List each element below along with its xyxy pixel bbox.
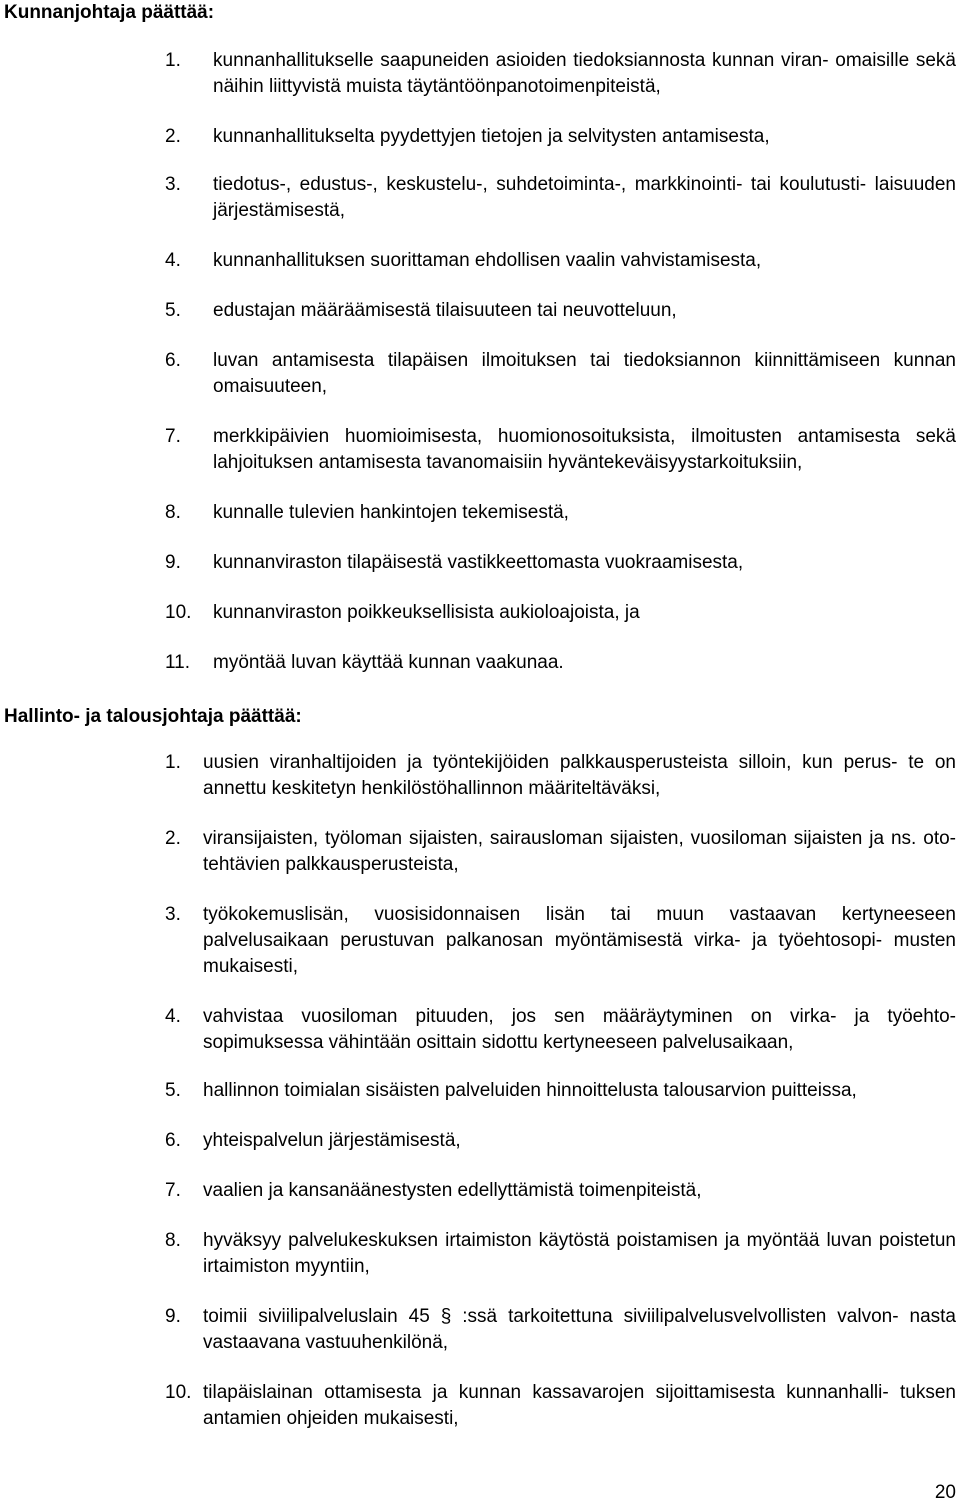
item-text: vaalien ja kansanäänestysten edellyttämistä toimenpiteistä, xyxy=(203,1180,702,1201)
section-heading-hallinto-ja-talousjohtaja: Hallinto- ja talousjohtaja päättää: xyxy=(4,706,302,727)
item-text: tiedotus-, edustus-, keskustelu-, suhdetoiminta-, markkinointi- tai koulutusti- laisuuden järjestämisestä, xyxy=(213,174,956,221)
list-item xyxy=(165,902,956,980)
list-item xyxy=(165,550,956,576)
list-item xyxy=(165,172,956,224)
list-item xyxy=(165,600,956,626)
list-item xyxy=(165,348,956,400)
item-text: tilapäislainan ottamisesta ja kunnan kassavarojen sijoittamisesta kunnanhalli- tuksen antamien ohjeiden mukaisesti, xyxy=(203,1382,956,1429)
item-number: 3. xyxy=(165,904,181,925)
list-item xyxy=(165,424,956,476)
item-number: 2. xyxy=(165,828,181,849)
item-text: vahvistaa vuosiloman pituuden, jos sen määräytyminen on virka- ja työehto- sopimuksessa vähintään osittain sidottu kertyneeseen palvelusaikaan, xyxy=(203,1006,956,1053)
item-number: 5. xyxy=(165,1080,181,1101)
item-text: kunnanhallitukselle saapuneiden asioiden tiedoksiannosta kunnan viran- omaisille sekä näihin liittyvistä muista täytäntöönpanotoimenpiteistä, xyxy=(213,50,956,97)
list-item xyxy=(165,650,956,676)
item-text: myöntää luvan käyttää kunnan vaakunaa. xyxy=(213,652,564,673)
list-item xyxy=(165,1304,956,1356)
page-number: 20 xyxy=(934,1482,956,1503)
item-number: 10. xyxy=(165,602,192,623)
list-item xyxy=(165,826,956,878)
list-item xyxy=(165,298,956,324)
list-item xyxy=(165,1128,956,1154)
item-number: 1. xyxy=(165,50,181,71)
item-text: kunnanhallituksen suorittaman ehdollisen vaalin vahvistamisesta, xyxy=(213,250,762,271)
list-item xyxy=(165,1380,956,1432)
item-number: 3. xyxy=(165,174,181,195)
item-number: 6. xyxy=(165,1130,181,1151)
item-number: 4. xyxy=(165,1006,181,1027)
item-text: uusien viranhaltijoiden ja työntekijöiden palkkausperusteista silloin, kun perus- te on annettu keskitetyn henkilöstöhallinnon määriteltäväksi, xyxy=(203,752,956,799)
list-item xyxy=(165,1078,956,1104)
item-number: 6. xyxy=(165,350,181,371)
section-heading-kunnanjohtaja: Kunnanjohtaja päättää: xyxy=(4,2,215,23)
item-number: 8. xyxy=(165,1230,181,1251)
item-text: hyväksyy palvelukeskuksen irtaimiston käytöstä poistamisen ja myöntää luvan poistetun irtaimiston myyntiin, xyxy=(203,1230,956,1277)
list-item xyxy=(165,750,956,802)
item-number: 8. xyxy=(165,502,181,523)
item-text: viransijaisten, työloman sijaisten, sairausloman sijaisten, vuosiloman sijaisten ja ns. oto-tehtävien palkkausperusteista, xyxy=(203,828,956,875)
list-item xyxy=(165,500,956,526)
item-number: 4. xyxy=(165,250,181,271)
list-item xyxy=(165,248,956,274)
item-number: 7. xyxy=(165,1180,181,1201)
item-text: kunnalle tulevien hankintojen tekemisestä, xyxy=(213,502,569,523)
item-text: merkkipäivien huomioimisesta, huomionosoituksista, ilmoitusten antamisesta sekä lahjoituksen antamisesta tavanomaisiin hyväntekeväisyystarkoituksiin, xyxy=(213,426,956,473)
item-text: kunnanhallitukselta pyydettyjen tietojen ja selvitysten antamisesta, xyxy=(213,126,770,147)
item-text: kunnanviraston poikkeuksellisista aukioloajoista, ja xyxy=(213,602,640,623)
item-number: 10. xyxy=(165,1382,192,1403)
item-number: 9. xyxy=(165,1306,181,1327)
item-text: edustajan määräämisestä tilaisuuteen tai neuvotteluun, xyxy=(213,300,677,321)
item-number: 1. xyxy=(165,752,181,773)
item-number: 9. xyxy=(165,552,181,573)
list-item xyxy=(165,1228,956,1280)
item-number: 5. xyxy=(165,300,181,321)
list-item xyxy=(165,1004,956,1056)
item-number: 2. xyxy=(165,126,181,147)
item-text: yhteispalvelun järjestämisestä, xyxy=(203,1130,461,1151)
item-number: 11. xyxy=(165,652,191,673)
item-text: toimii siviilipalveluslain 45 § :ssä tarkoitettuna siviilipalvelusvelvollisten valvon- nasta vastaavana vastuuhenkilönä, xyxy=(203,1306,956,1353)
list-item xyxy=(165,124,956,150)
item-text: työkokemuslisän, vuosisidonnaisen lisän tai muun vastaavan kertyneeseen palvelusaikaan perustuvan palkanosan myöntämisestä virka- ja työehtosopi- musten mukaisesti, xyxy=(203,904,956,977)
item-number: 7. xyxy=(165,426,181,447)
list-item xyxy=(165,1178,956,1204)
item-text: luvan antamisesta tilapäisen ilmoituksen tai tiedoksiannon kiinnittämiseen kunnan omaisuuteen, xyxy=(213,350,956,397)
item-text: hallinnon toimialan sisäisten palveluiden hinnoittelusta talousarvion puitteissa, xyxy=(203,1080,857,1101)
item-text: kunnanviraston tilapäisestä vastikkeettomasta vuokraamisesta, xyxy=(213,552,744,573)
list-item xyxy=(165,48,956,100)
